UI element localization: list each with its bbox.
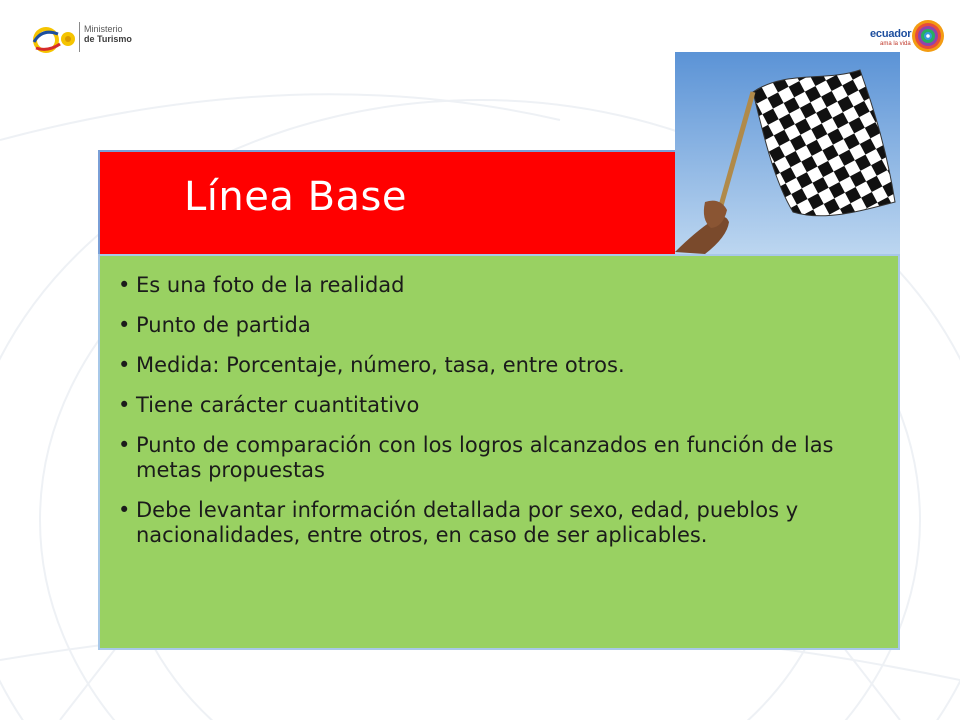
logo-line-2: de Turismo <box>84 34 132 44</box>
ecuador-wordmark: ecuador <box>870 28 912 40</box>
ecuador-tagline: ama la vida <box>880 41 911 47</box>
bullet-item: • Punto de comparación con los logros alcanzados en función de las metas propuestas <box>118 433 888 483</box>
bullet-item: • Punto de partida <box>118 313 888 338</box>
bullet-item: • Tiene carácter cuantitativo <box>118 393 888 418</box>
bullet-item: • Medida: Porcentaje, número, tasa, entre otros. <box>118 353 888 378</box>
checkered-flag-photo <box>675 52 900 254</box>
ministerio-logo-text <box>84 24 132 44</box>
logo-line-1: Ministerio <box>84 24 123 34</box>
bullet-item: • Es una foto de la realidad <box>118 273 888 298</box>
bullet-item: • Debe levantar información detallada por sexo, edad, pueblos y nacionalidades, entre otros, en caso de ser aplicables. <box>118 498 888 548</box>
bullet-list <box>118 273 888 563</box>
logo-divider <box>79 22 80 52</box>
slide-title: Línea Base <box>184 174 407 220</box>
